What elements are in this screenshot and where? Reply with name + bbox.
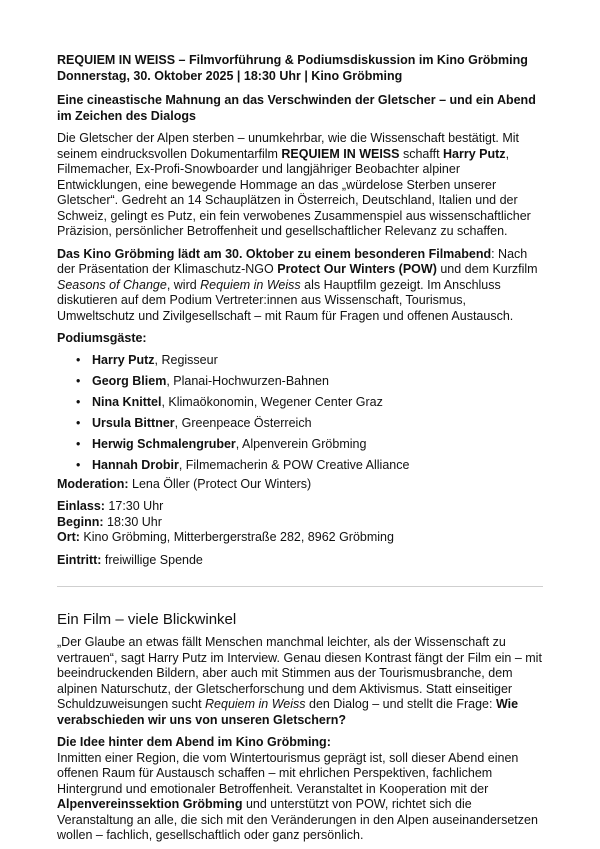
invite-lead: Das Kino Gröbming lädt am 30. Oktober zu einem besonderen Filmabend [57,246,492,261]
guest-role: , Klimaökonomin, Wegener Center Graz [161,394,383,409]
film-title: REQUIEM IN WEISS [281,146,400,161]
guest-name: Herwig Schmalengruber [92,436,236,451]
section-title: Ein Film – viele Blickwinkel [57,611,237,628]
eintritt-line: Eintritt: freiwillige Spende [57,552,203,567]
bullet-icon: • [76,394,81,409]
guest-role: , Planai-Hochwurzen-Bahnen [166,373,329,388]
short-film-title: Seasons of Change [57,277,167,292]
main-film-title: Requiem in Weiss [200,277,301,292]
guest-role: , Regisseur [154,352,218,367]
ngo-name: Protect Our Winters (POW) [277,262,437,276]
ort-line: Ort: Kino Gröbming, Mitterbergerstraße 282, 8962 Gröbming [57,530,394,544]
guest-name: Georg Bliem [92,373,167,388]
director-name: Harry Putz [443,146,506,161]
guest-role: , Alpenverein Gröbming [235,436,367,451]
idea-title: Die Idee hinter dem Abend im Kino Gröbming: [57,735,331,749]
film-perspectives-paragraph: „Der Glaube an etwas fällt Menschen manchmal leichter, als der Wissenschaft zu vertrauen“, sagt Harry Putz im Interview. Genau diesen Kontrast fängt der Film ein – mit beeindruckenden Bildern, aber auch mit Stimmen aus der Tourismusbranche, dem alpinen Naturschutz, der Gletscherforschung und dem Aktivismus. Statt einseitiger Schuldzuweisungen sucht Requiem in Weiss den Dialog – und stellt die Frage: Wie verabschieden wir uns von unseren Gletschern? [57,635,542,727]
guest-name: Hannah Drobir [92,457,179,472]
bullet-icon: • [76,436,81,451]
guest-list [57,350,543,476]
beginn-line: Beginn: 18:30 Uhr [57,514,162,529]
guest-name: Ursula Bittner [92,415,175,430]
guest-role: , Filmemacherin & POW Creative Alliance [178,457,410,472]
list-item [57,350,543,371]
event-details [57,499,543,546]
guest-name: Nina Knittel [92,394,162,409]
einlass-line: Einlass: 17:30 Uhr [57,499,164,513]
list-item [57,434,543,455]
event-date-line: Donnerstag, 30. Oktober 2025 | 18:30 Uhr | Kino Gröbming [57,68,403,83]
intro-paragraph: Die Gletscher der Alpen sterben – unumkehrbar, wie die Wissenschaft bestätigt. Mit seinem eindrucksvollen Dokumentarfilm REQUIEM IN WEISS schafft Harry Putz, Filmemacher, Ex-Profi-Snowboarder und langjähriger Beobachter alpiner Entwicklungen, eine bewegende Hommage an das „würdelose Sterben unserer Gletscher“. Gedreht an 14 Schauplätzen in Österreich, Deutschland, Italien und der Schweiz, gelingt es Putz, ein fein verwobenes Zusammenspiel aus wissenschaftlicher Präzision, persönlicher Betroffenheit und gesellschaftlicher Relevanz zu schaffen. [57,131,531,238]
guest-role: , Greenpeace Österreich [174,415,312,430]
guests-label: Podiumsgäste: [57,331,147,345]
organizer-name: Alpenvereinssektion Gröbming [57,797,243,811]
key-question: Wie verabschieden wir uns von unseren Gletschern? [57,697,519,727]
bullet-icon: • [76,352,81,367]
guest-name: Harry Putz [92,352,155,367]
list-item [57,371,543,392]
bullet-icon: • [76,373,81,388]
event-title: REQUIEM IN WEISS – Filmvorführung & Podiumsdiskussion im Kino Gröbming [57,53,528,67]
bullet-icon: • [76,415,81,430]
idea-paragraph: Inmitten einer Region, die vom Wintertourismus geprägt ist, soll dieser Abend einen offenen Raum für Austausch schaffen – mit ehrlichen Perspektiven, fachlichem Hintergrund und emotionaler Betroffenheit. Veranstaltet in Kooperation mit der Alpenvereinssektion Gröbming und unterstützt von POW, richtet sich die Veranstaltung an alle, die sich mit den Veränderungen in den Alpen auseinandersetzen wollen – fachlich, gesellschaftlich oder ganz persönlich. [57,750,538,842]
list-item [57,455,543,476]
list-item [57,392,543,413]
film-title-italic: Requiem in Weiss [205,697,306,711]
section-divider [57,586,543,587]
event-subtitle: Eine cineastische Mahnung an das Verschwinden der Gletscher – und ein Abend im Zeichen des Dialogs [57,93,536,123]
moderation-line: Moderation: Lena Öller (Protect Our Winters) [57,476,312,491]
bullet-icon: • [76,457,81,472]
invite-paragraph: Das Kino Gröbming lädt am 30. Oktober zu einem besonderen Filmabend: Nach der Präsentation der Klimaschutz-NGO Protect Our Winters (POW) und dem Kurzfilm Seasons of Change, wird Requiem in Weiss als Hauptfilm gezeigt. Im Anschluss diskutieren auf dem Podium Vertreter:innen aus Wissenschaft, Tourismus, Umweltschutz und Zivilgesellschaft – mit Raum für Fragen und offenen Austausch. [57,246,538,323]
list-item [57,413,543,434]
